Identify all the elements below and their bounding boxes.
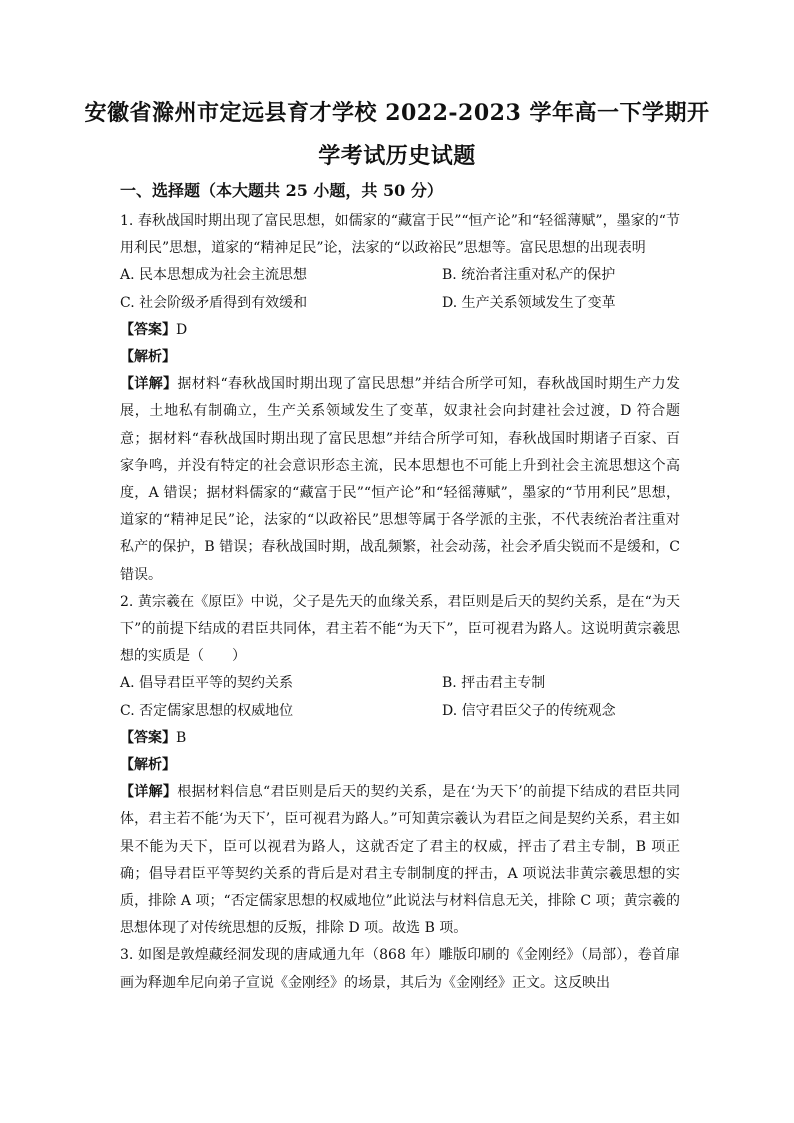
title-line-2: 学考试历史试题: [318, 143, 476, 169]
q1-option-c: C. 社会阶级矛盾得到有效缓和: [120, 294, 308, 311]
q1-answer-line: [120, 317, 680, 344]
section-header: 一、选择题（本大题共 25 小题，共 50 分）: [120, 181, 443, 200]
q1-options: [120, 262, 680, 316]
q2-stem: 2. 黄宗羲在《原臣》中说，父子是先天的血缘关系，君臣则是后天的契约关系，是在“为天下”的前提下结成的君臣共同体，君主若不能“为天下”，臣可视君为路人。这说明黄宗羲思想的实质是（ ）: [120, 593, 680, 665]
q1-answer-label: 【答案】: [120, 321, 176, 338]
q2-analysis-label: 【解析】: [120, 757, 176, 774]
q1-detail: [120, 371, 680, 589]
q1-analysis-label: 【解析】: [120, 349, 176, 366]
q2-option-b: B. 抨击君主专制: [442, 675, 546, 692]
title-line-1: 安徽省滁州市定远县育才学校 2022-2023 学年高一下学期开: [84, 100, 710, 126]
q2-detail: [120, 779, 680, 942]
q2-answer-label: 【答案】: [120, 729, 176, 746]
q2-options: [120, 670, 680, 724]
document-body: [120, 208, 680, 997]
q1-detail-label: 【详解】: [120, 376, 178, 393]
q1-option-b: B. 统治者注重对私产的保护: [442, 267, 616, 284]
q2-option-c: C. 否定儒家思想的权威地位: [120, 702, 294, 719]
q3-stem: 3. 如图是敦煌藏经洞发现的唐咸通九年（868 年）雕版印刷的《金刚经》（局部），卷首扉画为释迦牟尼向弟子宣说《金刚经》的场景，其后为《金刚经》正文。这反映出: [120, 947, 680, 991]
q2-option-d: D. 信守君臣父子的传统观念: [442, 702, 616, 719]
q1-option-a: A. 民本思想成为社会主流思想: [120, 267, 308, 284]
q2-option-a: A. 倡导君臣平等的契约关系: [120, 675, 294, 692]
q2-detail-text: 根据材料信息“君臣则是后天的契约关系，是在‘为天下’的前提下结成的君臣共同体，君主若不能‘为天下’，臣可视君为路人。”可知黄宗羲认为君臣之间是契约关系，君主如果不能为天下，臣可以视君为路人，这就否定了君主的权威，抨击了君主专制，B 项正确；倡导君臣平等契约关系的背后是对君主专制制度的抨击，A 项说法非黄宗羲思想的实质，排除 A 项；“否定儒家思想的权威地位”此说法与材料信息无关，排除 C 项；黄宗羲的思想体现了对传统思想的反叛，排除 D 项。故选 B 项。: [120, 784, 681, 937]
q1-detail-text: 据材料“春秋战国时期出现了富民思想”并结合所学可知，春秋战国时期生产力发展，土地私有制确立，生产关系领域发生了变革，奴隶社会向封建社会过渡，D 符合题意；据材料“春秋战国时期出现了富民思想”并结合所学可知，春秋战国时期诸子百家、百家争鸣，并没有特定的社会意识形态主流，民本思想也不可能上升到社会主流思想这个高度，A 错误；据材料儒家的“藏富于民”“恒产论”和“轻徭薄赋”，墨家的“节用利民”思想，道家的“精神足民”论，法家的“以政裕民”思想等属于各学派的主张，不代表统治者注重对私产的保护，B 错误；春秋战国时期，战乱频繁，社会动荡，社会矛盾尖锐而不是缓和，C 错误。: [120, 376, 681, 583]
q2-answer-line: [120, 725, 680, 752]
q1-option-d: D. 生产关系领域发生了变革: [442, 294, 616, 311]
q1-answer: D: [176, 321, 188, 338]
q2-detail-label: 【详解】: [120, 784, 178, 801]
q2-answer: B: [176, 729, 187, 746]
q1-stem: 1. 春秋战国时期出现了富民思想，如儒家的“藏富于民”“恒产论”和“轻徭薄赋”，墨家的“节用利民”思想，道家的“精神足民”论，法家的“以政裕民”思想等。富民思想的出现表明: [120, 213, 680, 257]
